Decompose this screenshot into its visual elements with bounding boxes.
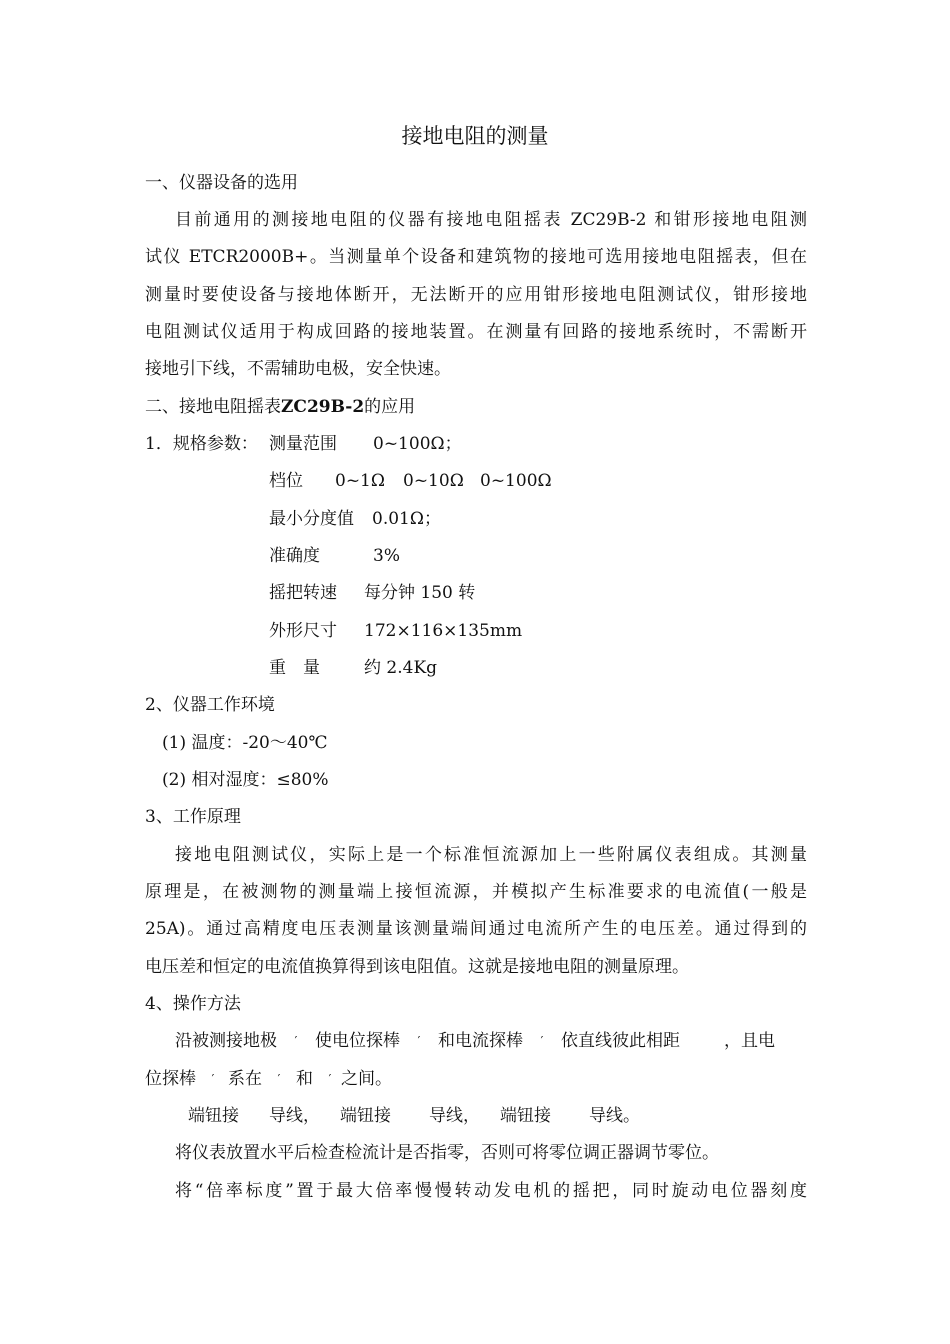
section1-para-line: 接地引下线，不需辅助电极，安全快速。	[145, 359, 451, 379]
spec-range-value: 0~100Ω；	[373, 434, 462, 454]
spec-size-label: 外形尺寸	[269, 621, 337, 641]
spec-weight-value: 约 2.4Kg	[364, 658, 438, 678]
principle-para-line: 原理是，在被测物的测量端上接恒流源，并模拟产生标准要求的电流值(一般是	[145, 882, 807, 902]
section2-heading-post: 的应用	[364, 397, 416, 417]
spec-min-label: 最小分度值	[269, 509, 354, 529]
operation-line	[145, 1067, 392, 1091]
operation-text: 依直线彼此相距	[561, 1031, 680, 1051]
operation-text: 和	[296, 1069, 313, 1089]
operation-text: 沿被测接地极	[175, 1031, 277, 1051]
spec-gear-value: 0~10Ω	[403, 471, 464, 491]
section1-heading: 一、仪器设备的选用	[145, 173, 298, 193]
spec-speed-label: 摇把转速	[269, 583, 337, 603]
section2-heading-pre: 二、接地电阻摇表	[145, 397, 281, 417]
spec-gear-label: 档位	[269, 471, 303, 491]
spec-range-label: 测量范围	[269, 434, 337, 454]
operation-heading: 4、操作方法	[145, 994, 241, 1014]
principle-heading: 3、工作原理	[145, 807, 241, 827]
spec-weight-label: 重 量	[269, 658, 320, 678]
operation-text: 和电流探棒	[438, 1031, 523, 1051]
section2-heading	[145, 395, 415, 419]
spec-size-value: 172×116×135mm	[364, 621, 523, 641]
env-humidity: (2) 相对湿度：≤80%	[162, 770, 329, 790]
operation-text: 使电位探棒	[315, 1031, 400, 1051]
spec-gear-value: 0~100Ω	[480, 471, 552, 491]
operation-line: 将仪表放置水平后检查检流计是否指零，否则可将零位调正器调节零位。	[175, 1143, 719, 1163]
mark-glyph: ′	[277, 1072, 281, 1086]
principle-para-line: 接地电阻测试仪，实际上是一个标准恒流源加上一些附属仪表组成。其测量	[175, 845, 807, 865]
mark-glyph: ′	[328, 1072, 332, 1086]
env-heading: 2、仪器工作环境	[145, 695, 275, 715]
section1-para-line: 试仪 ETCR2000B+。当测量单个设备和建筑物的接地可选用接地电阻摇表，但在	[145, 247, 807, 267]
operation-text: 之间。	[341, 1069, 392, 1089]
mark-glyph: ′	[211, 1072, 215, 1086]
operation-text: 系在	[228, 1069, 262, 1089]
operation-text: 导线。	[589, 1106, 640, 1126]
section2-heading-model: ZC29B-2	[281, 397, 365, 417]
operation-line: 将“倍率标度”置于最大倍率慢慢转动发电机的摇把，同时旋动电位器刻度	[175, 1181, 807, 1201]
operation-text: 位探棒	[145, 1069, 196, 1089]
operation-text: 导线，	[429, 1106, 480, 1126]
mark-glyph: ′	[417, 1034, 421, 1048]
spec-accuracy-label: 准确度	[269, 546, 320, 566]
operation-text: ，且电	[724, 1031, 775, 1051]
operation-line	[188, 1104, 640, 1128]
env-temperature: (1) 温度：-20～40℃	[162, 733, 328, 753]
mark-glyph: ′	[294, 1034, 298, 1048]
section1-para-line: 测量时要使设备与接地体断开，无法断开的应用钳形接地电阻测试仪，钳形接地	[145, 285, 807, 305]
principle-para-line: 25A)。通过高精度电压表测量该测量端间通过电流所产生的电压差。通过得到的	[145, 919, 807, 939]
section1-para-line: 电阻测试仪适用于构成回路的接地装置。在测量有回路的接地系统时，不需断开	[145, 322, 807, 342]
spec-gear-value: 0~1Ω	[335, 471, 385, 491]
operation-text: 端钮接	[340, 1106, 391, 1126]
spec-speed-value: 每分钟 150 转	[364, 583, 476, 603]
document-title: 接地电阻的测量	[401, 124, 549, 148]
operation-text: 端钮接	[500, 1106, 551, 1126]
operation-text: 端钮接	[188, 1106, 239, 1126]
operation-text: 导线，	[269, 1106, 320, 1126]
operation-line	[175, 1029, 775, 1053]
section1-para-line: 目前通用的测接地电阻的仪器有接地电阻摇表 ZC29B-2 和钳形接地电阻测	[175, 210, 807, 230]
spec-min-value: 0.01Ω；	[372, 509, 441, 529]
principle-para-line: 电压差和恒定的电流值换算得到该电阻值。这就是接地电阻的测量原理。	[145, 957, 689, 977]
spec-label: 1．规格参数：	[145, 434, 258, 454]
spec-accuracy-value: 3%	[373, 546, 400, 566]
mark-glyph: ′	[540, 1034, 544, 1048]
